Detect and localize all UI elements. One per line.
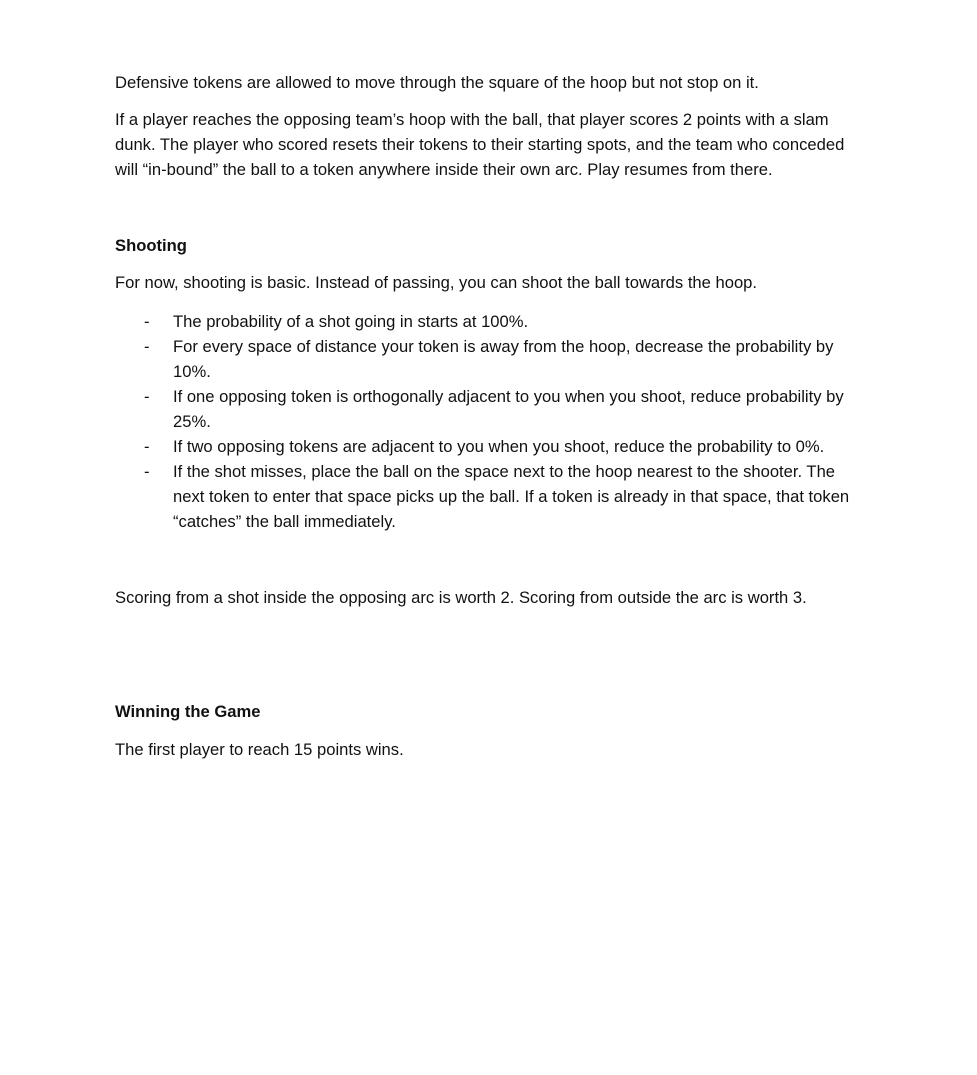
paragraph-scoring: Scoring from a shot inside the opposing arc is worth 2. Scoring from outside the arc is worth 3.	[115, 588, 807, 607]
list-item	[115, 309, 865, 334]
list-item	[115, 384, 865, 434]
bullet-dash: -	[144, 437, 150, 456]
list-item	[115, 434, 865, 459]
document-page	[115, 70, 865, 762]
list-item	[115, 459, 865, 534]
list-item-text: The probability of a shot going in starts at 100%.	[173, 312, 529, 331]
list-item-text: If one opposing token is orthogonally adjacent to you when you shoot, reduce probability by 25%.	[173, 387, 844, 431]
list-item-text: For every space of distance your token is away from the hoop, decrease the probability by 10%.	[173, 337, 834, 381]
bullet-dash: -	[144, 387, 150, 406]
list-item-text: If the shot misses, place the ball on the space next to the hoop nearest to the shooter. The next token to enter that space picks up the ball. If a token is already in that space, that token “catches” the ball immediately.	[173, 462, 850, 531]
paragraph-shooting-intro: For now, shooting is basic. Instead of passing, you can shoot the ball towards the hoop.	[115, 273, 758, 292]
paragraph-winning: The first player to reach 15 points wins.	[115, 740, 404, 759]
shooting-rules-list	[115, 309, 865, 534]
bullet-dash: -	[144, 312, 150, 331]
list-item-text: If two opposing tokens are adjacent to you when you shoot, reduce the probability to 0%.	[173, 437, 825, 456]
bullet-dash: -	[144, 337, 150, 356]
heading-shooting: Shooting	[115, 236, 187, 255]
paragraph-defensive-tokens: Defensive tokens are allowed to move through the square of the hoop but not stop on it.	[115, 73, 759, 92]
bullet-dash: -	[144, 462, 150, 481]
paragraph-slam-dunk: If a player reaches the opposing team’s hoop with the ball, that player scores 2 points with a slam dunk. The player who scored resets their tokens to their starting spots, and the team who conceded will “in-bound” the ball to a token anywhere inside their own arc. Play resumes from there.	[115, 110, 845, 179]
list-item	[115, 334, 865, 384]
heading-winning-the-game: Winning the Game	[115, 702, 261, 721]
